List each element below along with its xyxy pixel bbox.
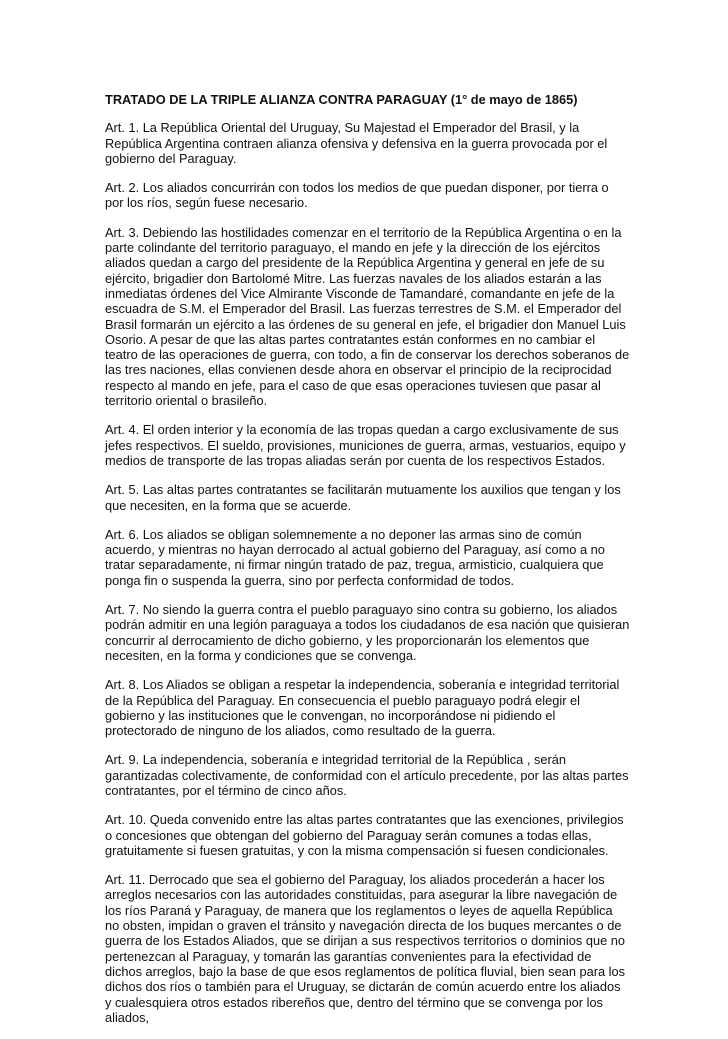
article-4: Art. 4. El orden interior y la economía de las tropas quedan a cargo exclusivamente de sus jefes respectivos. El sueldo, provisiones, municiones de guerra, armas, vestuarios, equipo y medios de transporte de las tropas aliadas serán por cuenta de los respectivos Estados. — [105, 422, 626, 468]
article-3: Art. 3. Debiendo las hostilidades comenzar en el territorio de la República Argentina o en la parte colindante del territorio paraguayo, el mando en jefe y la dirección de los ejércitos aliados quedan a cargo del presidente de la República Argentina y general en jefe de su ejército, brigadier don Bartolomé Mitre. Las fuerzas navales de los aliados estarán a las inmediatas órdenes del Vice Almirante Visconde de Tamandaré, comandante en jefe de la escuadra de S.M. el Emperador del Brasil. Las fuerzas terrestres de S.M. el Emperador del Brasil formarán un ejército a las órdenes de su general en jefe, el brigadier don Manuel Luis Osorio. A pesar de que las altas partes contratantes están conformes en no cambiar el teatro de las operaciones de guerra, con todo, a fin de conservar los derechos soberanos de las tres naciones, ellas convienen desde ahora en observar el principio de la reciprocidad respecto al mando en jefe, para el caso de que esas operaciones tuviesen que pasar al territorio oriental o brasileño. — [105, 224, 630, 409]
article-5: Art. 5. Las altas partes contratantes se facilitarán mutuamente los auxilios que tengan y los que necesiten, en la forma que se acuerde. — [105, 482, 621, 513]
article-7: Art. 7. No siendo la guerra contra el pueblo paraguayo sino contra su gobierno, los aliados podrán admitir en una legión paraguaya a todos los ciudadanos de esa nación que quisieran concurrir al derrocamiento de dicho gobierno, y les proporcionarán los elementos que necesiten, en la forma y condiciones que se convenga. — [105, 602, 630, 663]
document-page — [105, 92, 630, 1039]
article-6: Art. 6. Los aliados se obligan solemnemente a no deponer las armas sino de común acuerdo, y mientras no hayan derrocado al actual gobierno del Paraguay, así como a no tratar separadamente, ni firmar ningún tratado de paz, tregua, armisticio, cualquiera que ponga fin o suspenda la guerra, sino por perfecta conformidad de todos. — [105, 526, 605, 588]
article-8: Art. 8. Los Aliados se obligan a respetar la independencia, soberanía e integridad territorial de la República del Paraguay. En consecuencia el pueblo paraguayo podrá elegir el gobierno y las instituciones que le convengan, no incorporándose ni pidiendo el protectorado de ninguno de los aliados, como resultado de la guerra. — [105, 677, 620, 739]
article-2: Art. 2. Los aliados concurrirán con todos los medios de que puedan disponer, por tierra o por los ríos, según fuese necesario. — [105, 180, 609, 211]
article-10: Art. 10. Queda convenido entre las altas partes contratantes que las exenciones, privilegios o concesiones que obtengan del gobierno del Paraguay serán comunes a todas ellas, gratuitamente si fuesen gratuitas, y con la misma compensación si fuesen condicionales. — [105, 812, 624, 858]
article-9: Art. 9. La independencia, soberanía e integridad territorial de la República , serán garantizadas colectivamente, de conformidad con el artículo precedente, por las altas partes contratantes, por el término de cinco años. — [105, 752, 629, 798]
document-title: TRATADO DE LA TRIPLE ALIANZA CONTRA PARAGUAY (1° de mayo de 1865) — [105, 92, 578, 107]
article-1: Art. 1. La República Oriental del Uruguay, Su Majestad el Emperador del Brasil, y la República Argentina contraen alianza ofensiva y defensiva en la guerra provocada por el gobierno del Paraguay. — [105, 120, 608, 166]
article-11: Art. 11. Derrocado que sea el gobierno del Paraguay, los aliados procederán a hacer los arreglos necesarios con las autoridades constituidas, para asegurar la libre navegación de los ríos Paraná y Paraguay, de manera que los reglamentos o leyes de aquella República no obsten, impidan o graven el tránsito y navegación directa de los buques mercantes o de guerra de los Estados Aliados, que se dirijan a sus respectivos territorios o dominios que no pertenezcan al Paraguay, y tomarán las garantías convenientes para la efectividad de dichos arreglos, bajo la base de que esos reglamentos de política fluvial, bien sean para los dichos dos ríos o también para el Uruguay, se dictarán de común acuerdo entre los aliados y cualesquiera otros estados ribereños que, dentro del término que se convenga por los aliados, — [105, 872, 626, 1025]
